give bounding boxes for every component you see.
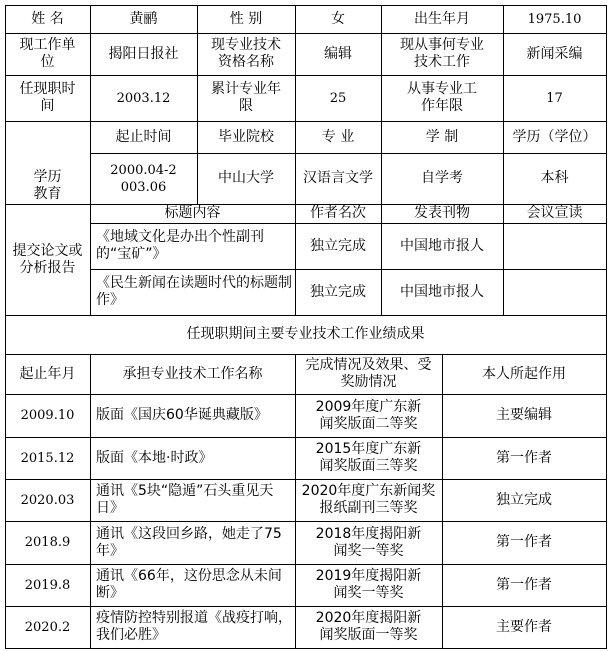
edu-major: 汉语言文学 (303, 170, 373, 186)
ach-result: 2009年度广东新闻奖版面二等奖 (315, 398, 422, 432)
appoint-value: 2003.12 (116, 90, 171, 106)
work-years-label: 从事专业工作年限 (407, 81, 477, 114)
column-divider (381, 5, 382, 315)
name-value: 黄鹂 (129, 10, 158, 27)
ach-role: 独立完成 (496, 491, 552, 508)
work-label: 现从事何专业技术工作 (400, 37, 484, 70)
gender-value: 女 (331, 10, 345, 27)
row-divider (5, 354, 607, 355)
education-label: 学历教育 (33, 168, 62, 202)
ach-period: 2020.03 (20, 492, 75, 508)
column-divider (90, 354, 91, 649)
edu-header-school: 毕业院校 (218, 128, 274, 145)
row-divider (5, 75, 607, 76)
column-divider (90, 5, 91, 315)
edu-header-degree: 学历（学位） (512, 128, 597, 145)
edu-header-system: 学 制 (425, 128, 459, 145)
years-value: 25 (329, 90, 347, 106)
column-divider (295, 354, 296, 649)
paper-journal: 中国地市报人 (400, 283, 484, 300)
paper-meeting (503, 269, 606, 315)
paper-title: 《地域文化是办出个性副刊的“宝矿”》 (96, 229, 264, 262)
ach-header-work: 承担专业技术工作名称 (122, 365, 263, 382)
years-label: 累计专业年 限 (211, 81, 281, 114)
edu-system: 自学考 (421, 170, 463, 186)
ach-period: 2009.10 (20, 408, 75, 423)
row-divider (5, 315, 607, 316)
table-border (5, 648, 607, 649)
ach-period: 2018.9 (24, 535, 71, 550)
ach-result: 2015年度广东新闻奖版面三等奖 (315, 441, 422, 474)
ach-result: 2020年度广东新闻奖报纸副刊三等奖 (301, 483, 436, 516)
ach-header-period: 起止年月 (19, 365, 76, 382)
row-divider (90, 223, 607, 224)
row-divider (5, 564, 607, 565)
row-divider (5, 121, 607, 122)
paper-title: 《民生新闻在读题时代的标题制作》 (96, 275, 292, 308)
ach-header-role: 本人所起作用 (482, 365, 566, 382)
ach-work: 疫情防控特别报道《战疫打响，我们必胜》 (96, 610, 292, 643)
edu-header-period: 起止时间 (115, 128, 172, 145)
work-years-value: 17 (546, 90, 563, 106)
column-divider (197, 5, 198, 204)
row-divider (5, 437, 607, 438)
name-label: 姓 名 (31, 10, 64, 27)
papers-header-rank: 作者名次 (310, 205, 366, 221)
gender-label: 性 别 (229, 10, 263, 27)
ach-work: 版面《国庆60华诞典藏版》 (96, 407, 268, 423)
ach-work: 通讯《66年，这份思念从未间断》 (96, 568, 282, 601)
edu-school: 中山大学 (218, 170, 274, 186)
row-divider (90, 153, 607, 154)
ach-role: 第一作者 (496, 534, 552, 550)
ach-period: 2019.8 (24, 577, 71, 593)
ach-role: 主要作者 (496, 618, 552, 635)
papers-header-title: 标题内容 (164, 205, 221, 221)
birth-value: 1975.10 (527, 11, 582, 27)
paper-rank: 独立完成 (310, 283, 366, 300)
row-divider (5, 394, 607, 395)
table-border (606, 5, 607, 649)
ach-work: 通讯《5块“隐遁”石头重见天日》 (96, 483, 274, 516)
papers-header-meeting: 会议宣读 (526, 205, 583, 221)
row-divider (5, 606, 607, 607)
column-divider (295, 5, 296, 315)
ach-result: 2019年度揭阳新闻奖一等奖 (315, 568, 422, 601)
title-value: 编辑 (324, 45, 352, 62)
edu-degree: 本科 (540, 170, 569, 186)
ach-period: 2020.2 (24, 619, 71, 635)
paper-meeting (503, 223, 606, 269)
papers-header-journal: 发表刊物 (414, 205, 470, 221)
title-label: 现专业技术资格名称 (211, 37, 281, 70)
ach-result: 2020年度揭阳新闻奖版面一等奖 (315, 610, 422, 643)
row-divider (5, 521, 607, 522)
ach-role: 第一作者 (496, 449, 552, 466)
row-divider (5, 33, 607, 34)
paper-journal: 中国地市报人 (400, 237, 484, 254)
ach-work: 版面《本地·时政》 (96, 449, 213, 466)
achievements-title: 任现职期间主要专业技术工作业绩成果 (186, 326, 425, 342)
row-divider (90, 269, 607, 270)
edu-header-major: 专 业 (321, 128, 355, 145)
birth-label: 出生年月 (414, 10, 470, 27)
ach-role: 第一作者 (496, 576, 552, 593)
ach-result: 2018年度揭阳新闻奖一等奖 (315, 525, 422, 559)
ach-header-result: 完成情况及效果、受奖励情况 (305, 357, 432, 390)
ach-role: 主要编辑 (496, 407, 552, 423)
papers-label: 提交论文或分析报告 (12, 242, 83, 276)
edu-period: 2000.04-2003.06 (110, 162, 177, 195)
table-border (5, 5, 607, 6)
row-divider (5, 479, 607, 480)
ach-work: 通讯《这段回乡路，她走了75年》 (96, 525, 282, 559)
ach-period: 2015.12 (20, 450, 75, 466)
column-divider (442, 354, 443, 649)
column-divider (503, 5, 504, 315)
table-border (5, 5, 6, 649)
unit-value: 揭阳日报社 (108, 45, 179, 62)
paper-rank: 独立完成 (310, 237, 366, 254)
appoint-label: 任现职时间 (19, 81, 76, 114)
unit-label: 现工作单 位 (19, 37, 76, 70)
work-value: 新闻采编 (526, 45, 583, 62)
row-divider (5, 204, 607, 205)
